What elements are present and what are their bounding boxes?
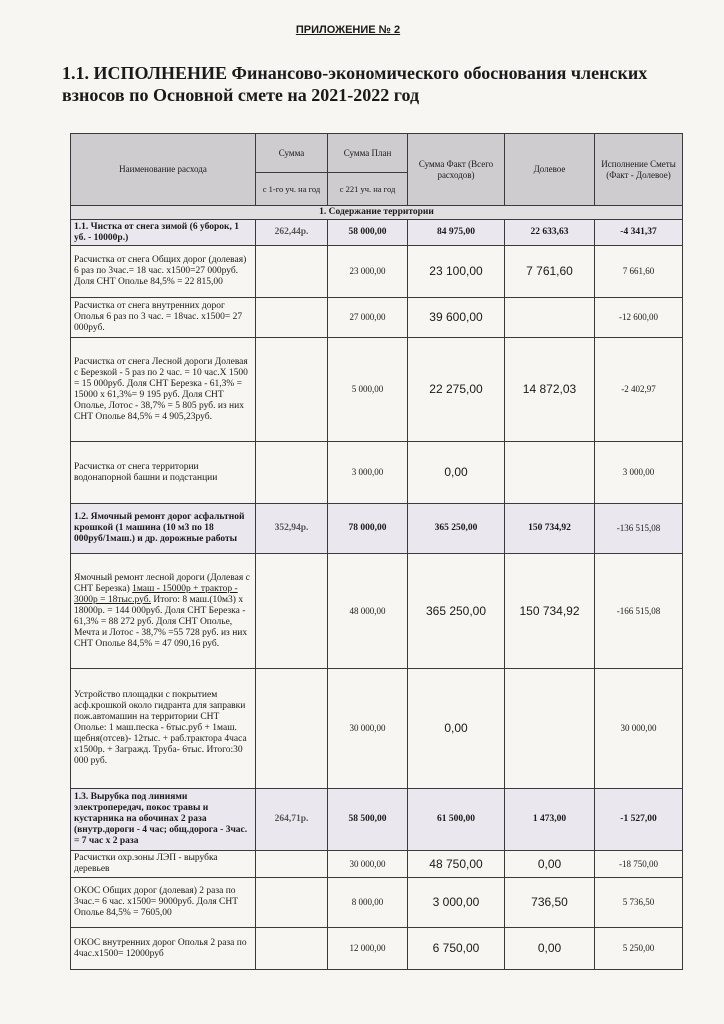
row-exec: -12 600,00 — [595, 298, 683, 338]
row-name: Ямочный ремонт лесной дороги (Долевая с СНТ Березка) 1маш - 15000р + трактор - 3000р = 18тыс.руб. Итого: 8 маш.(10м3) х 18000р. = 144 000руб. Доля СНТ Березка - 61,3% = 88 272 руб. Доля СНТ Ополье, Мечта и Лотос - 38,7% =55 728 руб. из них СНТ Ополье 84,5% = 47 090,16 руб. — [71, 554, 256, 669]
row-exec: -136 515,08 — [595, 504, 683, 554]
row-per-plot — [256, 928, 328, 970]
row-plan: 30 000,00 — [328, 669, 408, 789]
row-name: 1.2. Ямочный ремонт дорог асфальтной крошкой (1 машина (10 м3 по 18 000руб/1маш.) и др. дорожные работы — [71, 504, 256, 554]
row-exec: -2 402,97 — [595, 338, 683, 442]
row-share: 7 761,60 — [505, 246, 595, 298]
row-exec: 7 661,60 — [595, 246, 683, 298]
row-plan: 5 000,00 — [328, 338, 408, 442]
col-header-sum: Сумма — [256, 134, 328, 173]
row-share: 150 734,92 — [505, 504, 595, 554]
row-share: 1 473,00 — [505, 789, 595, 851]
row-fact: 84 975,00 — [408, 220, 505, 246]
document-title: 1.1. ИСПОЛНЕНИЕ Финансово-экономического обоснования членских взносов по Основной смете на 2021-2022 год — [62, 63, 648, 105]
row-share: 0,00 — [505, 928, 595, 970]
row-name: Расчистка от снега Лесной дороги Долевая с Березкой - 5 раз по 2 час. = 10 час.Х 1500 = 15 000руб. Доля СНТ Березка - 61,3% = 15000 х 61,3%= 9 195 руб. Доля СНТ Ополье, Лотос - 38,7% = 5 805 руб. из них СНТ Ополье 84,5% = 4 905,23руб. — [71, 338, 256, 442]
row-per-plot — [256, 338, 328, 442]
row-fact: 0,00 — [408, 442, 505, 504]
row-share: 22 633,63 — [505, 220, 595, 246]
row-share — [505, 298, 595, 338]
row-per-plot — [256, 851, 328, 878]
table-row — [71, 554, 683, 669]
section-title: 1. Содержание территории — [71, 206, 683, 220]
row-plan: 27 000,00 — [328, 298, 408, 338]
row-exec: 5 736,50 — [595, 878, 683, 928]
col-header-share: Долевое — [505, 134, 595, 206]
row-per-plot — [256, 298, 328, 338]
row-exec: -4 341,37 — [595, 220, 683, 246]
row-plan: 23 000,00 — [328, 246, 408, 298]
row-name: Расчистки охр.зоны ЛЭП - вырубка деревьев — [71, 851, 256, 878]
row-plan: 3 000,00 — [328, 442, 408, 504]
row-exec: 3 000,00 — [595, 442, 683, 504]
table-row — [71, 928, 683, 970]
row-per-plot — [256, 442, 328, 504]
table-row — [71, 669, 683, 789]
table-row — [71, 298, 683, 338]
col-header-exec: Исполнение Сметы (Факт - Долевое) — [595, 134, 683, 206]
row-fact: 365 250,00 — [408, 554, 505, 669]
budget-table — [70, 133, 683, 970]
row-plan: 30 000,00 — [328, 851, 408, 878]
table-row — [71, 246, 683, 298]
table-row — [71, 504, 683, 554]
row-per-plot — [256, 669, 328, 789]
table-row — [71, 878, 683, 928]
row-per-plot — [256, 878, 328, 928]
row-fact: 39 600,00 — [408, 298, 505, 338]
row-per-plot — [256, 246, 328, 298]
col-subheader-sum: с 1-го уч. на год — [256, 173, 328, 206]
row-share — [505, 442, 595, 504]
col-header-name: Наименование расхода — [71, 134, 256, 206]
col-header-plan: Сумма План — [328, 134, 408, 173]
row-name: ОКОС Общих дорог (долевая) 2 раза по 3час.= 6 час. х1500= 9000руб. Доля СНТ Ополье 84,5% = 7605,00 — [71, 878, 256, 928]
row-exec: 5 250,00 — [595, 928, 683, 970]
row-exec: -1 527,00 — [595, 789, 683, 851]
row-share: 150 734,92 — [505, 554, 595, 669]
col-subheader-plan: с 221 уч. на год — [328, 173, 408, 206]
row-name: 1.3. Вырубка под линиями электропередач, покос травы и кустарника на обочинах 2 раза (внутр.дороги - 4 час; общ.дорога - 3час. = 7 час х 2 раза — [71, 789, 256, 851]
row-share: 736,50 — [505, 878, 595, 928]
row-per-plot: 264,71р. — [256, 789, 328, 851]
table-row — [71, 789, 683, 851]
row-fact: 365 250,00 — [408, 504, 505, 554]
row-per-plot: 352,94р. — [256, 504, 328, 554]
row-name: Расчистка от снега внутренних дорог Ополья 6 раз по 3 час. = 18час. х1500= 27 000руб. — [71, 298, 256, 338]
row-plan: 8 000,00 — [328, 878, 408, 928]
row-exec: 30 000,00 — [595, 669, 683, 789]
row-share — [505, 669, 595, 789]
table-row — [71, 338, 683, 442]
table-row — [71, 220, 683, 246]
row-fact: 22 275,00 — [408, 338, 505, 442]
row-plan: 58 000,00 — [328, 220, 408, 246]
row-name: Устройство площадки с покрытием асф.крошкой около гидранта для заправки пож.автомашин на территории СНТ Ополье: 1 маш.песка - 6тыс.руб + 1маш. щебня(отсев)- 12тыс. + раб.трактора 4часа х1500р. + Загражд. Труба- 6тыс. Итого:30 000 руб. — [71, 669, 256, 789]
row-fact: 61 500,00 — [408, 789, 505, 851]
row-name: ОКОС внутренних дорог Ополья 2 раза по 4час.х1500= 12000руб — [71, 928, 256, 970]
row-exec: -166 515,08 — [595, 554, 683, 669]
row-exec: -18 750,00 — [595, 851, 683, 878]
col-header-fact: Сумма Факт (Всего расходов) — [408, 134, 505, 206]
table-row — [71, 851, 683, 878]
row-plan: 58 500,00 — [328, 789, 408, 851]
row-fact: 23 100,00 — [408, 246, 505, 298]
row-name: Расчистка от снега Общих дорог (долевая) 6 раз по 3час.= 18 час. х1500=27 000руб. Доля СНТ Ополье 84,5% = 22 815,00 — [71, 246, 256, 298]
table-row — [71, 442, 683, 504]
row-per-plot — [256, 554, 328, 669]
row-plan: 12 000,00 — [328, 928, 408, 970]
appendix-label: ПРИЛОЖЕНИЕ № 2 — [295, 24, 401, 36]
row-fact: 3 000,00 — [408, 878, 505, 928]
row-plan: 48 000,00 — [328, 554, 408, 669]
row-fact: 6 750,00 — [408, 928, 505, 970]
row-share: 0,00 — [505, 851, 595, 878]
row-name: 1.1. Чистка от снега зимой (6 уборок, 1 уб. - 10000р.) — [71, 220, 256, 246]
row-fact: 0,00 — [408, 669, 505, 789]
row-name: Расчистка от снега территории водонапорной башни и подстанции — [71, 442, 256, 504]
row-per-plot: 262,44р. — [256, 220, 328, 246]
row-plan: 78 000,00 — [328, 504, 408, 554]
row-share: 14 872,03 — [505, 338, 595, 442]
row-fact: 48 750,00 — [408, 851, 505, 878]
